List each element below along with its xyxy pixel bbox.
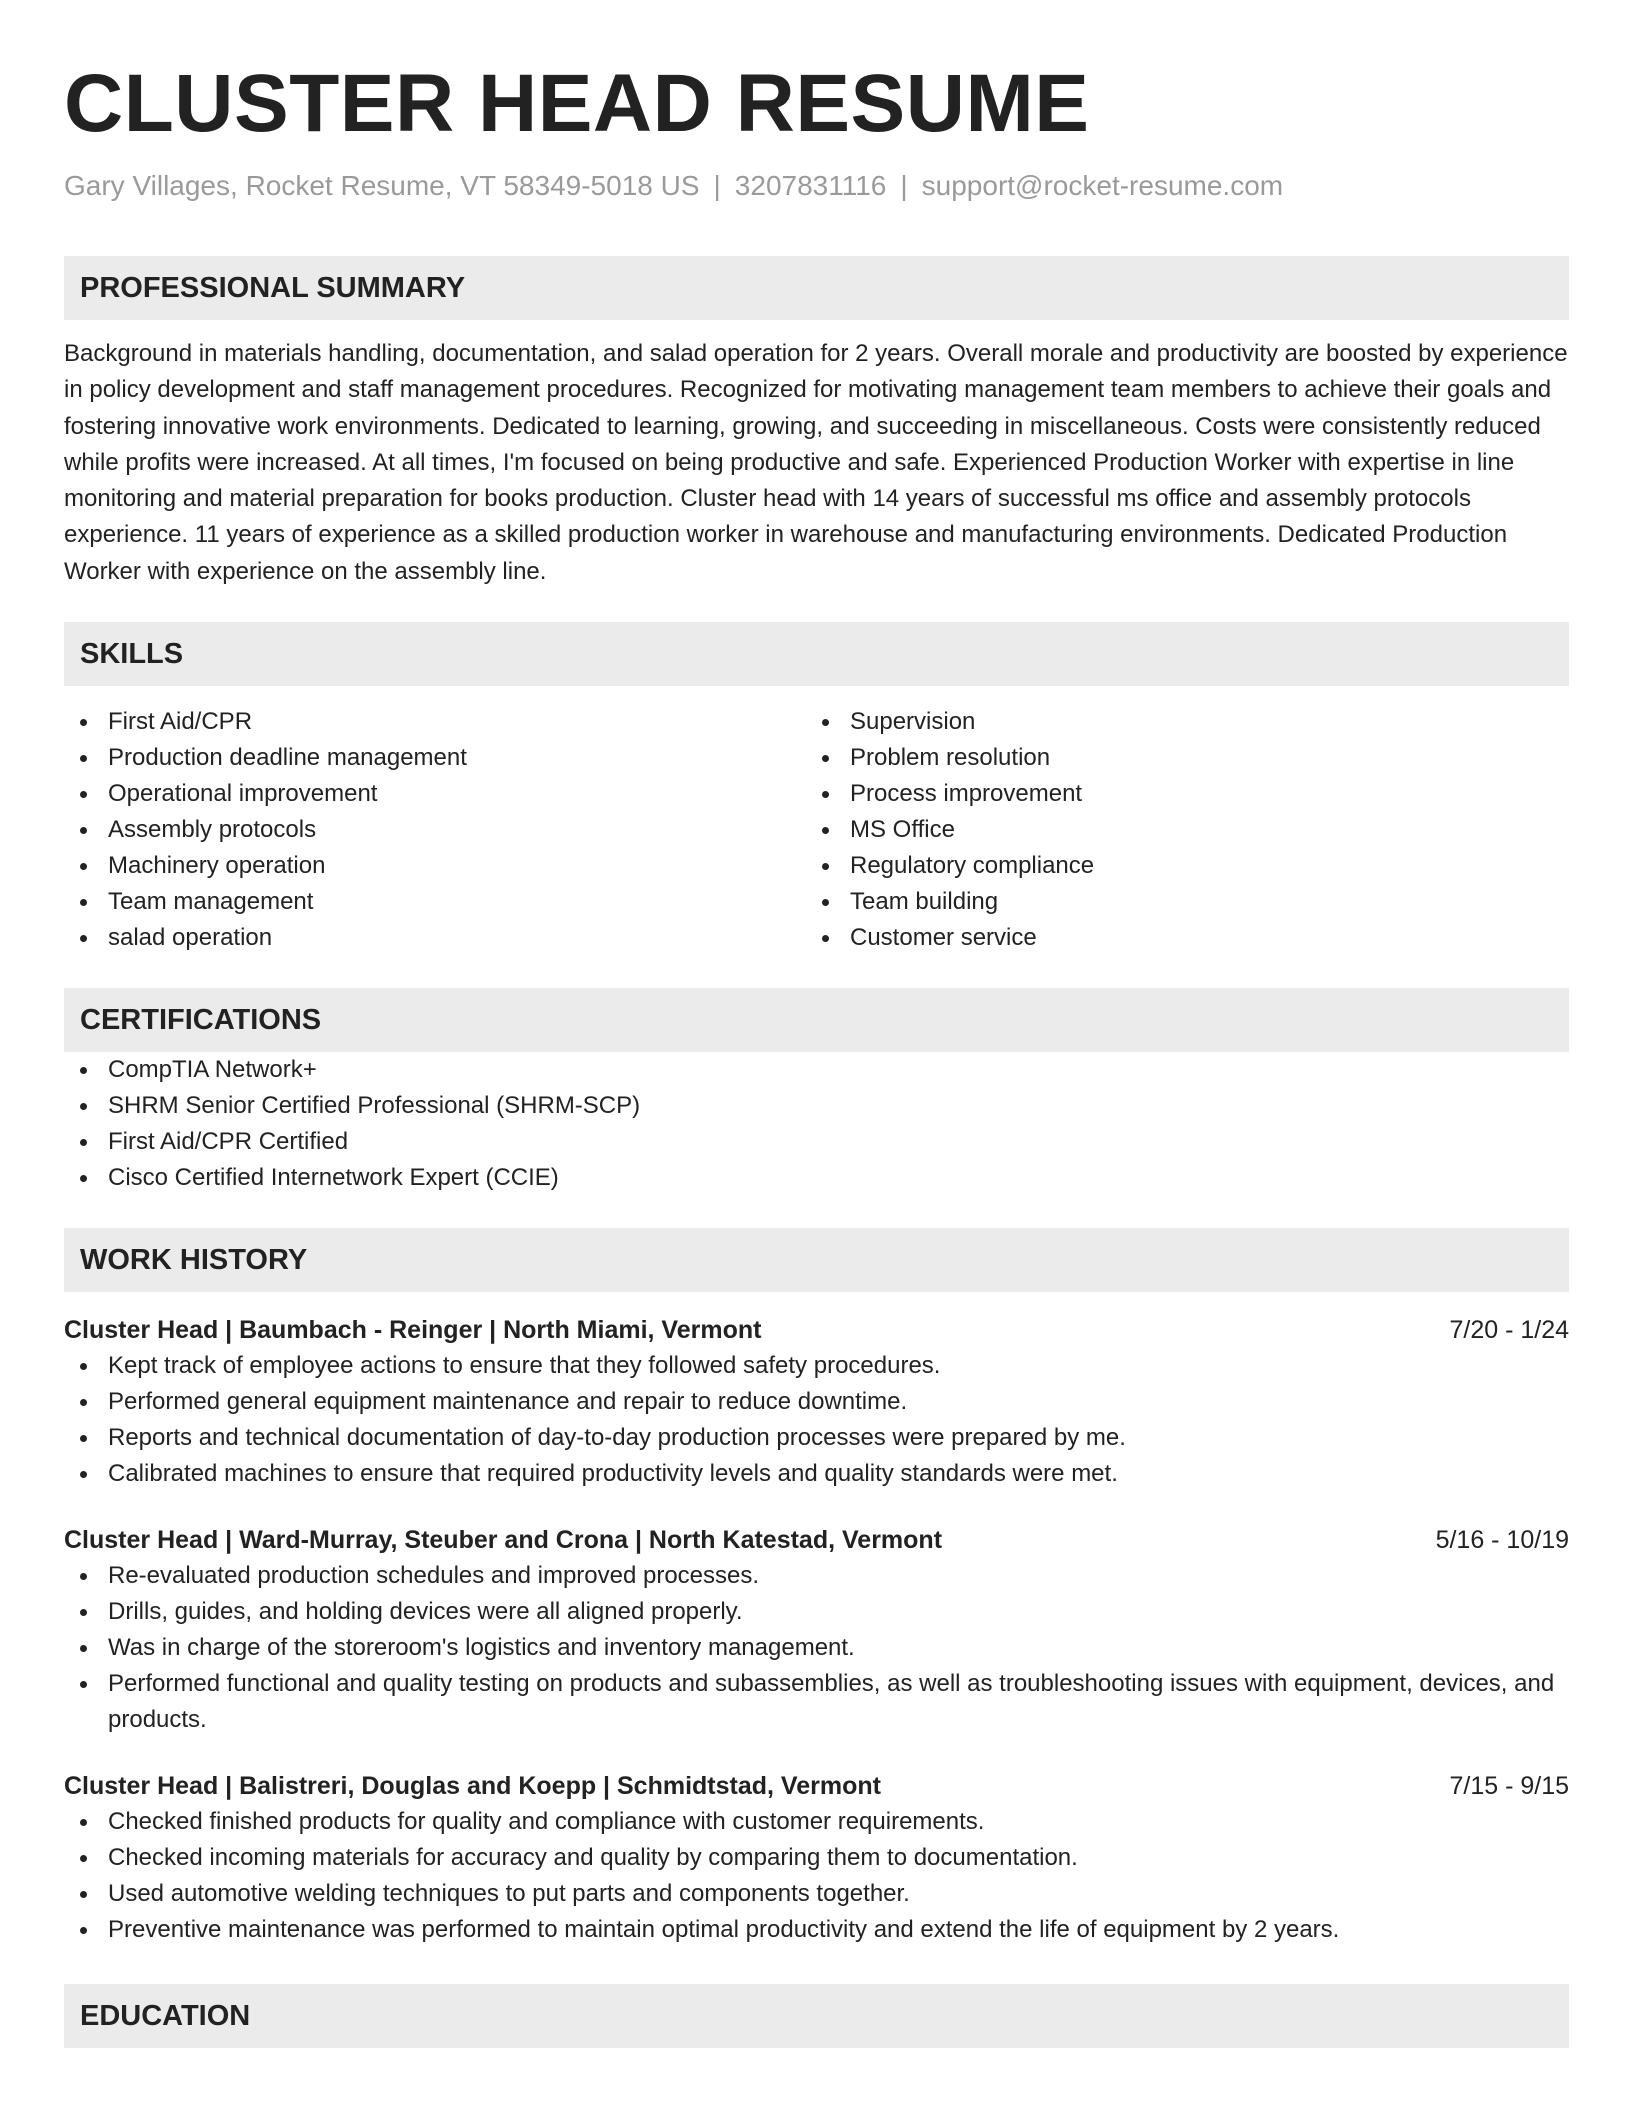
job-duty: Was in charge of the storeroom's logistics and inventory management. bbox=[64, 1630, 1569, 1666]
job-duty: Performed functional and quality testing on products and subassemblies, as well as troubleshooting issues with equipment, devices, and products. bbox=[64, 1666, 1569, 1738]
job-header bbox=[64, 1768, 1569, 1804]
contact-line bbox=[64, 168, 1569, 204]
job-duty: Reports and technical documentation of day-to-day production processes were prepared by me. bbox=[64, 1420, 1569, 1456]
skills-column-left bbox=[64, 704, 806, 956]
certifications-list bbox=[64, 1052, 1569, 1196]
section-heading-certifications: CERTIFICATIONS bbox=[64, 988, 1569, 1052]
job-duty: Drills, guides, and holding devices were all aligned properly. bbox=[64, 1594, 1569, 1630]
section-heading-education: EDUCATION bbox=[64, 1984, 1569, 2048]
summary-text: Background in materials handling, documentation, and salad operation for 2 years. Overall morale and productivity are boosted by experience in policy development and staff management procedures. Recognized for motivating management team members to achieve their goals and fostering innovative work environments. Dedicated to learning, growing, and succeeding in miscellaneous. Costs were consistently reduced while profits were increased. At all times, I'm focused on being productive and safe. Experienced Production Worker with expertise in line monitoring and material preparation for books production. Cluster head with 14 years of successful ms office and assembly protocols experience. 11 years of experience as a skilled production worker in warehouse and manufacturing environments. Dedicated Production Worker with experience on the assembly line. bbox=[64, 340, 1568, 585]
resume-title: CLUSTER HEAD RESUME bbox=[64, 58, 1090, 149]
certification-item: First Aid/CPR Certified bbox=[64, 1124, 1569, 1160]
job-entry bbox=[64, 1312, 1569, 1492]
certification-item: SHRM Senior Certified Professional (SHRM-SCP) bbox=[64, 1088, 1569, 1124]
skill-item: First Aid/CPR bbox=[64, 704, 806, 740]
contact-separator: | bbox=[900, 170, 908, 201]
job-dates: 5/16 - 10/19 bbox=[1435, 1526, 1569, 1555]
section-heading-skills: SKILLS bbox=[64, 622, 1569, 686]
job-header bbox=[64, 1522, 1569, 1558]
job-header bbox=[64, 1312, 1569, 1348]
certification-item: Cisco Certified Internetwork Expert (CCIE) bbox=[64, 1160, 1569, 1196]
section-heading-summary: PROFESSIONAL SUMMARY bbox=[64, 256, 1569, 320]
job-duty: Calibrated machines to ensure that required productivity levels and quality standards were met. bbox=[64, 1456, 1569, 1492]
contact-separator: | bbox=[713, 170, 721, 201]
job-title: Cluster Head | Balistreri, Douglas and Koepp | Schmidtstad, Vermont bbox=[64, 1772, 881, 1801]
certification-item: CompTIA Network+ bbox=[64, 1052, 1569, 1088]
skill-item: Customer service bbox=[806, 920, 1548, 956]
skill-item: Regulatory compliance bbox=[806, 848, 1548, 884]
job-duties bbox=[64, 1348, 1569, 1492]
section-heading-work-history: WORK HISTORY bbox=[64, 1228, 1569, 1292]
job-dates: 7/20 - 1/24 bbox=[1449, 1316, 1569, 1345]
skill-item: salad operation bbox=[64, 920, 806, 956]
skill-item: Supervision bbox=[806, 704, 1548, 740]
job-duty: Checked incoming materials for accuracy and quality by comparing them to documentation. bbox=[64, 1840, 1569, 1876]
job-duties bbox=[64, 1804, 1569, 1948]
skill-item: Production deadline management bbox=[64, 740, 806, 776]
skill-item: Machinery operation bbox=[64, 848, 806, 884]
job-duty: Used automotive welding techniques to put parts and components together. bbox=[64, 1876, 1569, 1912]
job-duty: Checked finished products for quality and compliance with customer requirements. bbox=[64, 1804, 1569, 1840]
job-duty: Kept track of employee actions to ensure that they followed safety procedures. bbox=[64, 1348, 1569, 1384]
job-duty: Performed general equipment maintenance and repair to reduce downtime. bbox=[64, 1384, 1569, 1420]
contact-phone: 3207831116 bbox=[734, 170, 887, 201]
skill-item: Operational improvement bbox=[64, 776, 806, 812]
job-title: Cluster Head | Ward-Murray, Steuber and Crona | North Katestad, Vermont bbox=[64, 1526, 943, 1555]
job-entry bbox=[64, 1768, 1569, 1948]
contact-address: Gary Villages, Rocket Resume, VT 58349-5018 US bbox=[64, 170, 700, 201]
job-duties bbox=[64, 1558, 1569, 1738]
job-entry bbox=[64, 1522, 1569, 1738]
skill-item: Process improvement bbox=[806, 776, 1548, 812]
job-title: Cluster Head | Baumbach - Reinger | North Miami, Vermont bbox=[64, 1316, 762, 1345]
skills-column-right bbox=[806, 704, 1548, 956]
skill-item: Assembly protocols bbox=[64, 812, 806, 848]
skill-item: Problem resolution bbox=[806, 740, 1548, 776]
skills-list bbox=[64, 704, 1569, 956]
job-dates: 7/15 - 9/15 bbox=[1449, 1772, 1569, 1801]
skill-item: Team building bbox=[806, 884, 1548, 920]
skill-item: Team management bbox=[64, 884, 806, 920]
job-duty: Preventive maintenance was performed to maintain optimal productivity and extend the life of equipment by 2 years. bbox=[64, 1912, 1569, 1948]
job-duty: Re-evaluated production schedules and improved processes. bbox=[64, 1558, 1569, 1594]
skill-item: MS Office bbox=[806, 812, 1548, 848]
contact-email: support@rocket-resume.com bbox=[921, 170, 1284, 201]
